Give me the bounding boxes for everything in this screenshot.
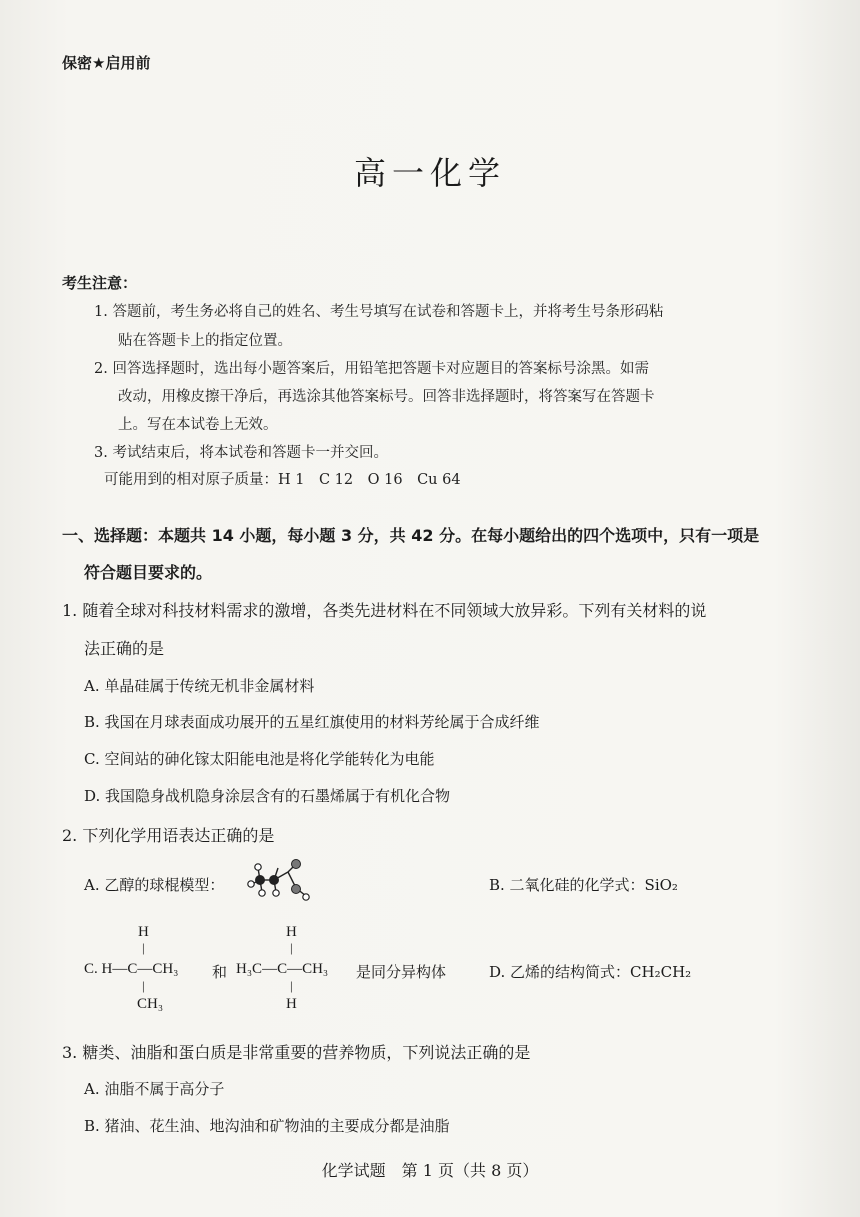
notice-heading: 考生注意： (62, 274, 138, 292)
option-c-and: 和 (212, 963, 228, 981)
page-title: 高一化学 (353, 154, 506, 192)
question-1-option-a: A. 单晶硅属于传统无机非金属材料 (84, 677, 315, 695)
option-c-suffix: 是同分异构体 (356, 963, 447, 981)
notice-line: 2. 回答选择题时，选出每小题答案后，用铅笔把答题卡对应题目的答案标号涂黑。如需 (94, 361, 649, 377)
struct-h-bottom-2: H (286, 996, 297, 1012)
atomic-mass-note: 可能用到的相对原子质量：H 1 C 12 O 16 Cu 64 (104, 472, 461, 488)
struct-ch3-bottom: CH₃ (137, 996, 164, 1012)
struct-bond-vertical: | (142, 978, 145, 993)
question-3-stem: 3. 糖类、油脂和蛋白质是非常重要的营养物质，下列说法正确的是 (62, 1043, 531, 1062)
confidential-label: 保密★启用前 (62, 54, 151, 72)
struct-h-top-2: H (286, 924, 297, 940)
notice-line: 3. 考试结束后，将本试卷和答题卡一并交回。 (94, 445, 388, 461)
page-footer: 化学试题 第 1 页（共 8 页） (321, 1161, 539, 1180)
struct-bond-vertical: | (290, 940, 293, 955)
struct-bond-vertical: | (290, 978, 293, 993)
question-1-option-d: D. 我国隐身战机隐身涂层含有的石墨烯属于有机化合物 (84, 787, 451, 805)
section-heading-cont: 符合题目要求的。 (84, 563, 213, 582)
section-heading: 一、选择题：本题共 14 小题，每小题 3 分，共 42 分。在每小题给出的四个选项中，只有一项是 (62, 526, 760, 545)
question-2-stem: 2. 下列化学用语表达正确的是 (62, 826, 275, 845)
question-1-option-b: B. 我国在月球表面成功展开的五星红旗使用的材料芳纶属于合成纤维 (84, 713, 540, 731)
struct-h-top-1: H (138, 924, 149, 940)
question-1-option-c: C. 空间站的砷化镓太阳能电池是将化学能转化为电能 (84, 750, 435, 768)
struct-bond-vertical: | (142, 940, 145, 955)
ethanol-ball-stick-model-icon (240, 858, 320, 908)
question-2-option-a: A. 乙醇的球棍模型： (84, 876, 225, 894)
notice-line: 上。写在本试卷上无效。 (118, 417, 278, 433)
question-2-option-c: C. H—C—CH₃ (84, 961, 179, 977)
notice-line: 改动，用橡皮擦干净后，再选涂其他答案标号。回答非选择题时，将答案写在答题卡 (118, 389, 655, 405)
notice-line: 贴在答题卡上的指定位置。 (118, 333, 292, 349)
question-1-stem-cont: 法正确的是 (84, 639, 165, 658)
option-c-second-structure: H₃C—C—CH₃ (236, 961, 329, 977)
question-3-option-b: B. 猪油、花生油、地沟油和矿物油的主要成分都是油脂 (84, 1117, 450, 1135)
question-1-stem: 1. 随着全球对科技材料需求的激增，各类先进材料在不同领域大放异彩。下列有关材料的说 (62, 601, 707, 620)
notice-line: 1. 答题前，考生务必将自己的姓名、考生号填写在试卷和答题卡上，并将考生号条形码粘 (94, 304, 664, 320)
question-2-option-d: D. 乙烯的结构简式：CH₂CH₂ (489, 963, 692, 981)
question-2-option-b: B. 二氧化硅的化学式：SiO₂ (489, 876, 678, 894)
question-3-option-a: A. 油脂不属于高分子 (84, 1080, 225, 1098)
